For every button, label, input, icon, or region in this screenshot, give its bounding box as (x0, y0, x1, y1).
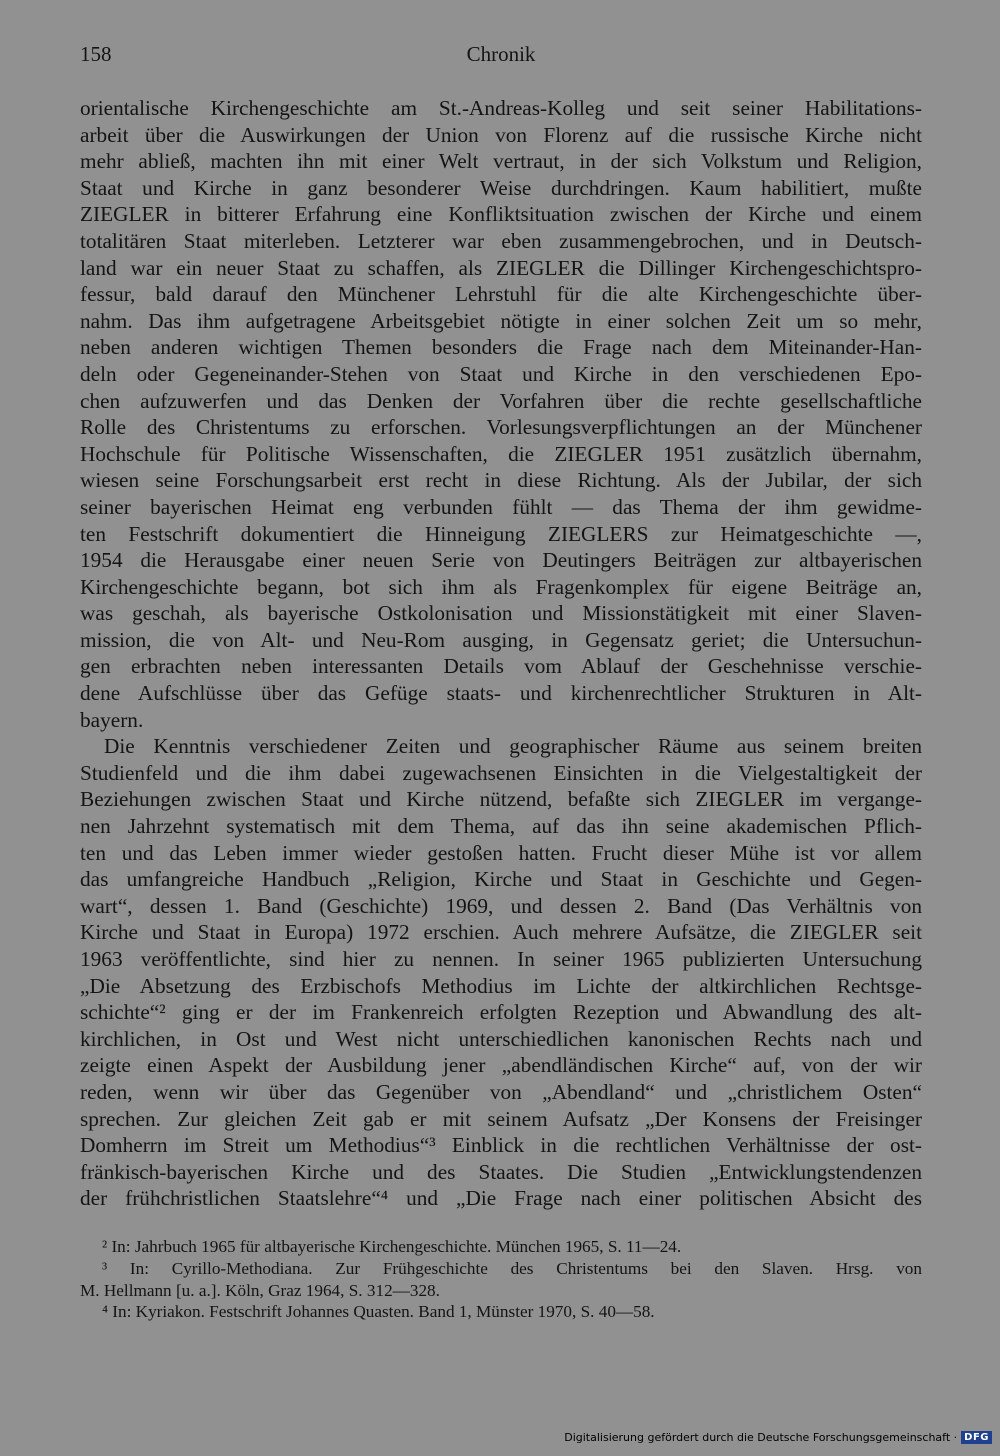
text-line: mehr abließ, machten ihn mit einer Welt vertraut, in der sich Volkstum und Religion, (80, 149, 922, 174)
text-line: land war ein neuer Staat zu schaffen, als ZIEGLER die Dillinger Kirchengeschichtspro- (80, 255, 922, 280)
text-line: arbeit über die Auswirkungen der Union von Florenz auf die russische Kirche nicht (80, 122, 922, 147)
text-line: der frühchristlichen Staatslehre“⁴ und „Die Frage nach einer politischen Absicht des (80, 1186, 922, 1211)
text-line: ZIEGLER in bitterer Erfahrung eine Konfliktsituation zwischen der Kirche und einem (80, 202, 922, 227)
text-line: „Die Absetzung des Erzbischofs Methodius im Lichte der altkirchlichen Rechtsge- (80, 973, 922, 998)
text-line: das umfangreiche Handbuch „Religion, Kirche und Staat in Geschichte und Gegen- (80, 867, 922, 892)
text-line: orientalische Kirchengeschichte am St.-Andreas-Kolleg und seit seiner Habilitations- (80, 96, 922, 120)
text-line: bayern. (80, 707, 144, 732)
text-line: reden, wenn wir über das Gegenüber von „Abendland“ und „christlichem Osten“ (80, 1079, 922, 1104)
text-line: Kirche und Staat in Europa) 1972 erschien. Auch mehrere Aufsätze, die ZIEGLER seit (80, 920, 922, 945)
running-title: Chronik (466, 42, 536, 66)
text-line: 1954 die Herausgabe einer neuen Serie von Deutingers Beiträgen zur altbayerischen (80, 548, 922, 573)
text-line: zeigte einen Aspekt der Ausbildung jener „abendländischen Kirche“ auf, von der wir (80, 1053, 922, 1078)
text-line: kirchlichen, in Ost und West nicht unterschiedlichen kanonischen Rechts nach und (80, 1026, 922, 1051)
page-header (80, 42, 922, 72)
text-line: ten Festschrift dokumentiert die Hinneigung ZIEGLERS zur Heimatgeschichte —, (80, 521, 922, 546)
text-line: wiesen seine Forschungsarbeit erst recht in diese Richtung. Als der Jubilar, der sich (80, 468, 922, 493)
text-line: 1963 veröffentlichte, sind hier zu nennen. In seiner 1965 publizierten Untersuchung (80, 947, 922, 971)
footnote-line: ³ In: Cyrillo-Methodiana. Zur Frühgeschichte des Christentums bei den Slaven. Hrsg. von (102, 1258, 922, 1278)
text-line: ten und das Leben immer wieder gestoßen hatten. Frucht dieser Mühe ist vor allem (80, 840, 922, 865)
text-line: wart“, dessen 1. Band (Geschichte) 1969, und dessen 2. Band (Das Verhältnis von (80, 893, 922, 918)
footnote-line: ⁴ In: Kyriakon. Festschrift Johannes Quasten. Band 1, Münster 1970, S. 40—58. (102, 1302, 655, 1322)
dfg-logo: DFG (961, 1431, 992, 1444)
text-line: totalitären Staat miterleben. Letzterer war eben zusammengebrochen, und in Deutsch- (80, 228, 922, 253)
main-text (80, 95, 922, 1212)
text-line: was geschah, als bayerische Ostkolonisation und Missionstätigkeit mit einer Slaven- (80, 601, 922, 626)
digitization-footer (564, 1431, 992, 1444)
text-line: mission, die von Alt- und Neu-Rom ausging, in Gegensatz geriet; die Untersuchun- (80, 627, 922, 652)
footer-credit: Digitalisierung gefördert durch die Deutsche Forschungsgemeinschaft · (564, 1431, 958, 1444)
text-line: neben anderen wichtigen Themen besonders die Frage nach dem Miteinander-Han- (80, 335, 922, 360)
text-line: Staat und Kirche in ganz besonderer Weise durchdringen. Kaum habilitiert, mußte (80, 175, 922, 200)
text-line: Die Kenntnis verschiedener Zeiten und geographischer Räume aus seinem breiten (104, 734, 922, 759)
text-line: Kirchengeschichte begann, bot sich ihm als Fragenkomplex für eigene Beiträge an, (80, 574, 922, 599)
text-line: Rolle des Christentums zu erforschen. Vorlesungsverpflichtungen an der Münchener (80, 415, 922, 440)
text-line: Domherrn im Streit um Methodius“³ Einblick in die rechtlichen Verhältnisse der ost- (80, 1133, 922, 1158)
text-line: nahm. Das ihm aufgetragene Arbeitsgebiet nötigte in einer solchen Zeit um so mehr, (80, 308, 922, 333)
text-line: fessur, bald darauf den Münchener Lehrstuhl für die alte Kirchengeschichte über- (80, 282, 922, 307)
page-number: 158 (80, 42, 112, 66)
footnotes (80, 1236, 922, 1323)
text-line: gen erbrachten neben interessanten Details vom Ablauf der Geschehnisse verschie- (80, 654, 922, 679)
footnote-line: M. Hellmann [u. a.]. Köln, Graz 1964, S. 312—328. (80, 1280, 440, 1300)
text-line: seiner bayerischen Heimat eng verbunden fühlt — das Thema der ihm gewidme- (80, 494, 922, 519)
text-line: nen Jahrzehnt systematisch mit dem Thema, auf das ihn seine akademischen Pflich- (80, 814, 922, 839)
text-line: schichte“² ging er der im Frankenreich erfolgten Rezeption und Abwandlung des alt- (80, 1000, 922, 1025)
text-line: Beziehungen zwischen Staat und Kirche nützend, befaßte sich ZIEGLER im vergange- (80, 787, 922, 812)
text-line: chen aufzuwerfen und das Denken der Vorfahren über die rechte gesellschaftliche (80, 388, 922, 413)
footnote-line: ² In: Jahrbuch 1965 für altbayerische Kirchengeschichte. München 1965, S. 11—24. (102, 1237, 682, 1256)
text-line: sprechen. Zur gleichen Zeit gab er mit seinem Aufsatz „Der Konsens der Freisinger (80, 1106, 922, 1131)
text-line: Studienfeld und die ihm dabei zugewachsenen Einsichten in die Vielgestaltigkeit der (80, 760, 922, 785)
text-line: deln oder Gegeneinander-Stehen von Staat und Kirche in den verschiedenen Epo- (80, 361, 922, 386)
text-line: fränkisch-bayerischen Kirche und des Staates. Die Studien „Entwicklungstendenzen (80, 1159, 922, 1184)
text-line: Hochschule für Politische Wissenschaften, die ZIEGLER 1951 zusätzlich übernahm, (80, 441, 922, 466)
text-line: dene Aufschlüsse über das Gefüge staats- und kirchenrechtlicher Strukturen in Alt- (80, 681, 922, 706)
